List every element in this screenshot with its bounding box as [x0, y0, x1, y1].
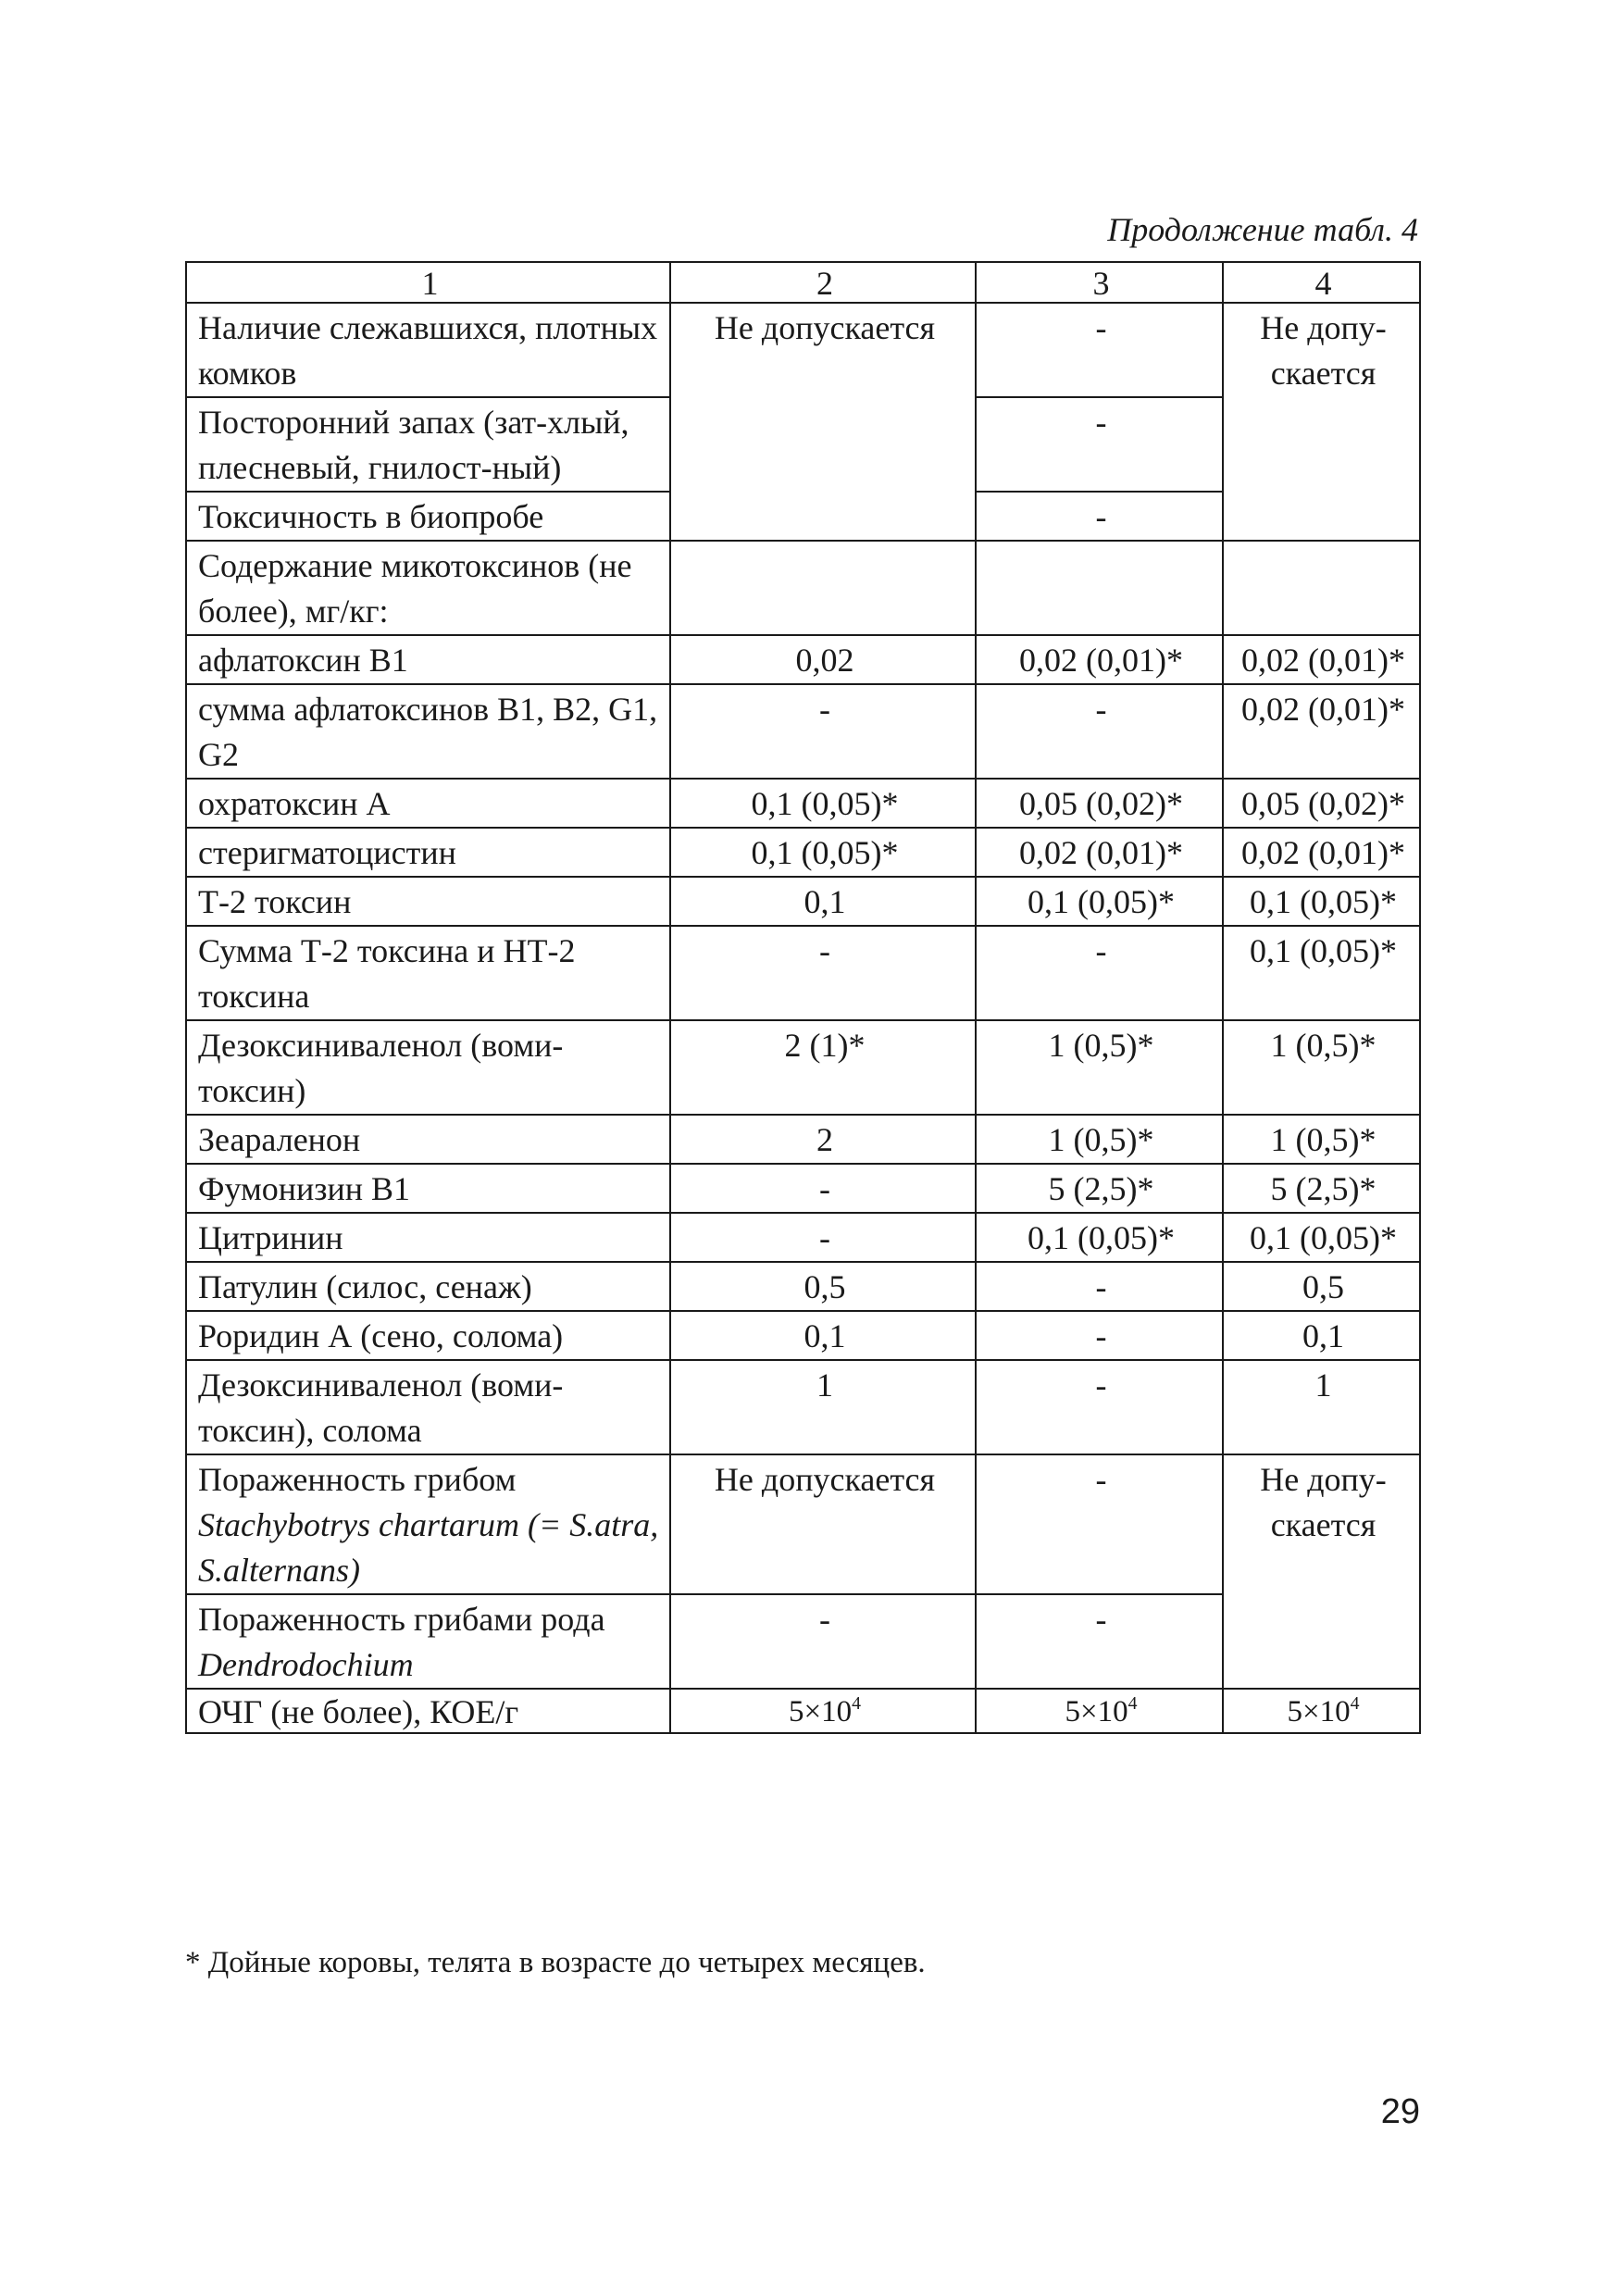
- value-base: 5×10: [1065, 1695, 1128, 1728]
- table-row: [186, 1360, 1420, 1454]
- table-cell: -: [976, 1594, 1223, 1689]
- table-row: [186, 303, 1420, 397]
- row-label: [186, 1454, 670, 1594]
- table-row: [186, 926, 1420, 1020]
- header-cell: 1: [186, 262, 670, 303]
- row-label-text: Пораженность грибами рода: [198, 1601, 605, 1638]
- table-cell: 0,02: [670, 635, 976, 684]
- row-label: Патулин (силос, сенаж): [186, 1262, 670, 1311]
- data-table: [185, 261, 1421, 1734]
- table-row: [186, 1689, 1420, 1733]
- table-row: [186, 1115, 1420, 1164]
- table-cell: -: [976, 303, 1223, 397]
- table-cell: 0,1 (0,05)*: [670, 779, 976, 828]
- table-cell: -: [976, 1262, 1223, 1311]
- table-row: [186, 684, 1420, 779]
- table-cell: [670, 1689, 976, 1733]
- table-cell: -: [976, 926, 1223, 1020]
- table-cell: 5 (2,5)*: [1223, 1164, 1420, 1213]
- table-row: [186, 877, 1420, 926]
- table-cell: 0,1 (0,05)*: [976, 877, 1223, 926]
- table-cell: 0,1: [670, 877, 976, 926]
- table-row: [186, 1020, 1420, 1115]
- table-cell: 0,05 (0,02)*: [1223, 779, 1420, 828]
- table-row: [186, 635, 1420, 684]
- row-label: Наличие слежавшихся, плотных комков: [186, 303, 670, 397]
- table-cell: 0,1 (0,05)*: [1223, 877, 1420, 926]
- table-cell: -: [976, 397, 1223, 492]
- row-label: Зеараленон: [186, 1115, 670, 1164]
- row-label: Посторонний запах (зат-хлый, плесневый, гнилост-ный): [186, 397, 670, 492]
- table-cell: 0,1 (0,05)*: [976, 1213, 1223, 1262]
- table-cell: 0,02 (0,01)*: [1223, 684, 1420, 779]
- row-label: ОЧГ (не более), КОЕ/г: [186, 1689, 670, 1733]
- row-label: Токсичность в биопробе: [186, 492, 670, 541]
- header-row: [186, 262, 1420, 303]
- table-cell: 2: [670, 1115, 976, 1164]
- row-label: охратоксин А: [186, 779, 670, 828]
- table-row: [186, 1262, 1420, 1311]
- row-label: Цитринин: [186, 1213, 670, 1262]
- table-cell: Не допускается: [670, 1454, 976, 1594]
- header-cell: 2: [670, 262, 976, 303]
- table-row: [186, 779, 1420, 828]
- table-cell: 0,1: [670, 1311, 976, 1360]
- table-cell: Не допускается: [670, 303, 976, 541]
- table-row: [186, 1164, 1420, 1213]
- row-label: Т-2 токсин: [186, 877, 670, 926]
- table-cell: -: [670, 684, 976, 779]
- table-cell: 0,1 (0,05)*: [670, 828, 976, 877]
- table-cell: 0,1: [1223, 1311, 1420, 1360]
- species-name: Stachybotrys chartarum (= S.atra, S.alternans): [198, 1506, 659, 1589]
- row-label: Содержание микотоксинов (не более), мг/кг:: [186, 541, 670, 635]
- row-label: сумма афлатоксинов B1, B2, G1, G2: [186, 684, 670, 779]
- table-cell: 0,02 (0,01)*: [976, 635, 1223, 684]
- page-number: 29: [1380, 2092, 1420, 2131]
- value-exponent: 4: [852, 1693, 861, 1715]
- table-cell: -: [976, 1311, 1223, 1360]
- footnote: * Дойные коровы, телята в возрасте до четырех месяцев.: [185, 1946, 926, 1979]
- table-cell: 1 (0,5)*: [976, 1115, 1223, 1164]
- table-cell: -: [976, 492, 1223, 541]
- table-cell: Не допу-скается: [1223, 303, 1420, 541]
- table-cell: [1223, 541, 1420, 635]
- table-cell: 1 (0,5)*: [976, 1020, 1223, 1115]
- table-cell: 5 (2,5)*: [976, 1164, 1223, 1213]
- row-label: Фумонизин B1: [186, 1164, 670, 1213]
- value-exponent: 4: [1127, 1693, 1138, 1715]
- table-row: [186, 828, 1420, 877]
- genus-name: Dendrodochium: [198, 1646, 414, 1683]
- table-cell: -: [976, 1454, 1223, 1594]
- table-cell: 0,02 (0,01)*: [976, 828, 1223, 877]
- table-cell: -: [670, 1594, 976, 1689]
- table-row: [186, 1311, 1420, 1360]
- row-label: Сумма Т-2 токсина и НТ-2 токсина: [186, 926, 670, 1020]
- table-cell: -: [670, 1213, 976, 1262]
- row-label: Роридин А (сено, солома): [186, 1311, 670, 1360]
- table-cell: [976, 541, 1223, 635]
- table-cell: 0,1 (0,05)*: [1223, 1213, 1420, 1262]
- table-cell: -: [670, 926, 976, 1020]
- table-row: [186, 1454, 1420, 1594]
- row-label: стеригматоцистин: [186, 828, 670, 877]
- table-cell: -: [976, 1360, 1223, 1454]
- table-cell: 0,02 (0,01)*: [1223, 635, 1420, 684]
- table-cell: 2 (1)*: [670, 1020, 976, 1115]
- table-cell: 0,02 (0,01)*: [1223, 828, 1420, 877]
- table-cell: -: [976, 684, 1223, 779]
- value-exponent: 4: [1350, 1693, 1360, 1715]
- table-cell: [670, 541, 976, 635]
- table-cell: -: [670, 1164, 976, 1213]
- table-row: [186, 541, 1420, 635]
- table-cell: 1 (0,5)*: [1223, 1115, 1420, 1164]
- row-label: афлатоксин B1: [186, 635, 670, 684]
- table-cell: 1: [1223, 1360, 1420, 1454]
- row-label-text: Пораженность грибом: [198, 1461, 517, 1498]
- table-cell: [1223, 1689, 1420, 1733]
- header-cell: 3: [976, 262, 1223, 303]
- table-cell: 0,5: [670, 1262, 976, 1311]
- table-caption: Продолжение табл. 4: [1107, 211, 1418, 248]
- table-cell: Не допу-скается: [1223, 1454, 1420, 1689]
- row-label: Дезоксиниваленол (воми-токсин), солома: [186, 1360, 670, 1454]
- table-cell: 1: [670, 1360, 976, 1454]
- table-cell: 0,5: [1223, 1262, 1420, 1311]
- row-label: [186, 1594, 670, 1689]
- value-base: 5×10: [1287, 1695, 1351, 1728]
- value-base: 5×10: [788, 1695, 853, 1728]
- table-cell: [976, 1689, 1223, 1733]
- table-cell: 0,05 (0,02)*: [976, 779, 1223, 828]
- table-cell: 1 (0,5)*: [1223, 1020, 1420, 1115]
- table-cell: 0,1 (0,05)*: [1223, 926, 1420, 1020]
- row-label: Дезоксиниваленол (воми-токсин): [186, 1020, 670, 1115]
- header-cell: 4: [1223, 262, 1420, 303]
- table-row: [186, 1213, 1420, 1262]
